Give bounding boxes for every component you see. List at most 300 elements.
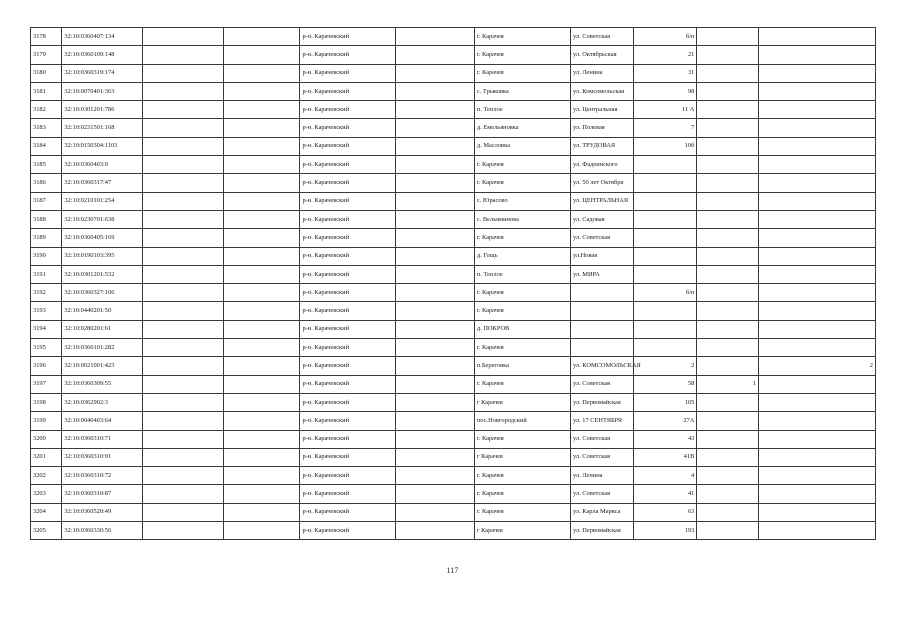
table-row	[31, 412, 876, 430]
blank-cell	[224, 247, 300, 265]
building-number-cell: 1	[697, 375, 759, 393]
building-number-cell	[697, 174, 759, 192]
blank-cell	[142, 430, 223, 448]
settlement-cell: г. Карачев	[474, 284, 570, 302]
blank-cell	[224, 101, 300, 119]
apartment-number-cell	[758, 101, 875, 119]
settlement-cell: пос.Новгородский	[474, 412, 570, 430]
blank-cell	[224, 156, 300, 174]
settlement-cell: д. Емельяновка	[474, 119, 570, 137]
table-row	[31, 430, 876, 448]
table-row	[31, 284, 876, 302]
street-cell	[570, 339, 633, 357]
row-number-cell: 3184	[31, 137, 62, 155]
blank-cell	[395, 192, 474, 210]
cadastral-number-cell: 32:10:0210101:254	[62, 192, 142, 210]
blank-cell	[224, 28, 300, 46]
row-number-cell: 3193	[31, 302, 62, 320]
blank-cell	[142, 28, 223, 46]
cadastral-number-cell: 32:10:0362902:3	[62, 393, 142, 411]
row-number-cell: 3201	[31, 448, 62, 466]
table-row	[31, 503, 876, 521]
row-number-cell: 3199	[31, 412, 62, 430]
table-row	[31, 174, 876, 192]
row-number-cell: 3203	[31, 485, 62, 503]
building-number-cell	[697, 64, 759, 82]
district-cell: р-н. Карачевский	[300, 64, 395, 82]
apartment-number-cell	[758, 375, 875, 393]
blank-cell	[142, 485, 223, 503]
row-number-cell: 3200	[31, 430, 62, 448]
building-number-cell	[697, 503, 759, 521]
settlement-cell: г. Карачев	[474, 302, 570, 320]
building-number-cell	[697, 265, 759, 283]
cadastral-number-cell: 32:10:0360310:87	[62, 485, 142, 503]
street-cell: ул. Советская	[570, 430, 633, 448]
row-number-cell: 3179	[31, 46, 62, 64]
street-cell: ул. Советская	[570, 485, 633, 503]
blank-cell	[224, 46, 300, 64]
blank-cell	[395, 174, 474, 192]
table-row	[31, 357, 876, 375]
table-row	[31, 156, 876, 174]
building-number-cell	[697, 302, 759, 320]
settlement-cell: г. Карачев	[474, 503, 570, 521]
table-row	[31, 64, 876, 82]
blank-cell	[395, 137, 474, 155]
blank-cell	[395, 156, 474, 174]
row-number-cell: 3180	[31, 64, 62, 82]
cadastral-number-cell: 32:10:0230701:638	[62, 210, 142, 228]
building-number-cell	[697, 210, 759, 228]
blank-cell	[224, 503, 300, 521]
row-number-cell: 3189	[31, 229, 62, 247]
settlement-cell: г. Карачев	[474, 430, 570, 448]
blank-cell	[395, 522, 474, 540]
cadastral-number-cell: 32:10:0190103:395	[62, 247, 142, 265]
table-row	[31, 101, 876, 119]
blank-cell	[224, 522, 300, 540]
building-number-cell	[697, 82, 759, 100]
blank-cell	[142, 229, 223, 247]
street-cell: ул. Ленина	[570, 467, 633, 485]
blank-cell	[395, 28, 474, 46]
blank-cell	[395, 320, 474, 338]
building-number-cell	[697, 137, 759, 155]
building-number-cell	[697, 412, 759, 430]
blank-cell	[395, 247, 474, 265]
row-number-cell: 3185	[31, 156, 62, 174]
settlement-cell: г. Карачев	[474, 229, 570, 247]
blank-cell	[224, 119, 300, 137]
row-number-cell: 3188	[31, 210, 62, 228]
table-row	[31, 46, 876, 64]
settlement-cell: д. Гощь	[474, 247, 570, 265]
blank-cell	[224, 174, 300, 192]
apartment-number-cell	[758, 265, 875, 283]
house-number-cell: 31	[633, 64, 697, 82]
street-cell	[570, 302, 633, 320]
apartment-number-cell	[758, 412, 875, 430]
house-number-cell: 41	[633, 485, 697, 503]
building-number-cell	[697, 28, 759, 46]
blank-cell	[224, 375, 300, 393]
house-number-cell: 105	[633, 393, 697, 411]
building-number-cell	[697, 448, 759, 466]
building-number-cell	[697, 339, 759, 357]
blank-cell	[142, 82, 223, 100]
house-number-cell	[633, 247, 697, 265]
district-cell: р-н. Карачевский	[300, 320, 395, 338]
settlement-cell: г. Карачев	[474, 485, 570, 503]
settlement-cell: г Карачев	[474, 522, 570, 540]
table-row	[31, 119, 876, 137]
building-number-cell	[697, 430, 759, 448]
cadastral-number-cell: 32:10:0360310:71	[62, 430, 142, 448]
table-row	[31, 339, 876, 357]
table-row	[31, 28, 876, 46]
house-number-cell: 98	[633, 82, 697, 100]
row-number-cell: 3191	[31, 265, 62, 283]
blank-cell	[395, 46, 474, 64]
blank-cell	[142, 522, 223, 540]
blank-cell	[224, 448, 300, 466]
house-number-cell	[633, 302, 697, 320]
apartment-number-cell	[758, 284, 875, 302]
district-cell: р-н. Карачевский	[300, 412, 395, 430]
blank-cell	[142, 265, 223, 283]
blank-cell	[395, 412, 474, 430]
blank-cell	[224, 265, 300, 283]
blank-cell	[224, 430, 300, 448]
street-cell: ул. Первомайская	[570, 393, 633, 411]
row-number-cell: 3187	[31, 192, 62, 210]
table-row	[31, 247, 876, 265]
blank-cell	[395, 64, 474, 82]
cadastral-number-cell: 32:10:0360309:55	[62, 375, 142, 393]
district-cell: р-н. Карачевский	[300, 284, 395, 302]
house-number-cell: 11 А	[633, 101, 697, 119]
apartment-number-cell	[758, 137, 875, 155]
house-number-cell: б/н	[633, 284, 697, 302]
blank-cell	[395, 503, 474, 521]
street-cell: ул. Советская	[570, 28, 633, 46]
apartment-number-cell	[758, 28, 875, 46]
cadastral-number-cell: 32:10:0070401:363	[62, 82, 142, 100]
blank-cell	[224, 137, 300, 155]
blank-cell	[142, 192, 223, 210]
blank-cell	[395, 302, 474, 320]
blank-cell	[142, 64, 223, 82]
house-number-cell	[633, 229, 697, 247]
blank-cell	[142, 393, 223, 411]
registry-sheet	[30, 27, 876, 540]
cadastral-number-cell: 32:10:0301201:532	[62, 265, 142, 283]
table-row	[31, 210, 876, 228]
district-cell: р-н. Карачевский	[300, 485, 395, 503]
blank-cell	[395, 393, 474, 411]
street-cell: ул. КОМСОМОЛЬСКАЯ	[570, 357, 633, 375]
row-number-cell: 3205	[31, 522, 62, 540]
settlement-cell: с. Юрасово	[474, 192, 570, 210]
apartment-number-cell	[758, 302, 875, 320]
cadastral-number-cell: 32:10:0280201:61	[62, 320, 142, 338]
district-cell: р-н. Карачевский	[300, 393, 395, 411]
cadastral-number-cell: 32:10:0360319:174	[62, 64, 142, 82]
table-row	[31, 137, 876, 155]
house-number-cell: 4	[633, 467, 697, 485]
district-cell: р-н. Карачевский	[300, 137, 395, 155]
settlement-cell: г Карачев	[474, 448, 570, 466]
blank-cell	[224, 82, 300, 100]
settlement-cell: г. Карачев	[474, 174, 570, 192]
settlement-cell: г. Карачев	[474, 467, 570, 485]
table-row	[31, 485, 876, 503]
blank-cell	[224, 64, 300, 82]
row-number-cell: 3181	[31, 82, 62, 100]
blank-cell	[224, 210, 300, 228]
blank-cell	[395, 339, 474, 357]
building-number-cell	[697, 247, 759, 265]
row-number-cell: 3183	[31, 119, 62, 137]
table-row	[31, 192, 876, 210]
street-cell: ул. ЦЕНТРАЛЬНАЯ	[570, 192, 633, 210]
blank-cell	[142, 46, 223, 64]
settlement-cell: с. Вельяминова	[474, 210, 570, 228]
blank-cell	[142, 119, 223, 137]
street-cell: ул. Советская	[570, 448, 633, 466]
street-cell: ул. Фадеинского	[570, 156, 633, 174]
street-cell: ул. Первомайская	[570, 522, 633, 540]
settlement-cell: с. Трыковка	[474, 82, 570, 100]
district-cell: р-н. Карачевский	[300, 339, 395, 357]
row-number-cell: 3202	[31, 467, 62, 485]
street-cell: ул. 17 СЕНТЯБРЯ	[570, 412, 633, 430]
cadastral-number-cell: 32:10:0360317:47	[62, 174, 142, 192]
apartment-number-cell	[758, 64, 875, 82]
building-number-cell	[697, 320, 759, 338]
blank-cell	[395, 284, 474, 302]
street-cell: ул. Карла Маркса	[570, 503, 633, 521]
blank-cell	[224, 229, 300, 247]
blank-cell	[142, 137, 223, 155]
house-number-cell: 27А	[633, 412, 697, 430]
row-number-cell: 3195	[31, 339, 62, 357]
apartment-number-cell	[758, 192, 875, 210]
blank-cell	[395, 430, 474, 448]
settlement-cell: г. Карачев	[474, 339, 570, 357]
blank-cell	[395, 119, 474, 137]
apartment-number-cell	[758, 46, 875, 64]
blank-cell	[395, 101, 474, 119]
apartment-number-cell	[758, 119, 875, 137]
blank-cell	[224, 467, 300, 485]
blank-cell	[142, 247, 223, 265]
settlement-cell: д. ПОКРОВ	[474, 320, 570, 338]
district-cell: р-н. Карачевский	[300, 192, 395, 210]
registry-body	[31, 28, 876, 540]
blank-cell	[142, 412, 223, 430]
blank-cell	[224, 192, 300, 210]
cadastral-number-cell: 32:10:0360109:148	[62, 46, 142, 64]
cadastral-number-cell: 32:10:0440201:50	[62, 302, 142, 320]
cadastral-number-cell: 32:10:0360407:134	[62, 28, 142, 46]
apartment-number-cell	[758, 467, 875, 485]
table-row	[31, 375, 876, 393]
row-number-cell: 3182	[31, 101, 62, 119]
cadastral-number-cell: 32:10:0360330:56	[62, 522, 142, 540]
apartment-number-cell	[758, 174, 875, 192]
house-number-cell	[633, 210, 697, 228]
row-number-cell: 3186	[31, 174, 62, 192]
district-cell: р-н. Карачевский	[300, 375, 395, 393]
building-number-cell	[697, 284, 759, 302]
cadastral-number-cell: 32:10:0360403:9	[62, 156, 142, 174]
table-row	[31, 393, 876, 411]
street-cell	[570, 284, 633, 302]
table-row	[31, 229, 876, 247]
street-cell: ул.Новая	[570, 247, 633, 265]
blank-cell	[142, 339, 223, 357]
apartment-number-cell	[758, 503, 875, 521]
house-number-cell: б/н	[633, 28, 697, 46]
house-number-cell: 2	[633, 357, 697, 375]
house-number-cell: 63	[633, 503, 697, 521]
district-cell: р-н. Карачевский	[300, 82, 395, 100]
apartment-number-cell	[758, 320, 875, 338]
blank-cell	[224, 302, 300, 320]
apartment-number-cell	[758, 448, 875, 466]
row-number-cell: 3190	[31, 247, 62, 265]
street-cell: ул. 50 лет Октября	[570, 174, 633, 192]
cadastral-number-cell: 32:10:0231501:168	[62, 119, 142, 137]
street-cell: ул. Центральная	[570, 101, 633, 119]
building-number-cell	[697, 119, 759, 137]
cadastral-number-cell: 32:10:0360310:72	[62, 467, 142, 485]
building-number-cell	[697, 357, 759, 375]
house-number-cell	[633, 192, 697, 210]
building-number-cell	[697, 522, 759, 540]
blank-cell	[224, 357, 300, 375]
blank-cell	[142, 320, 223, 338]
house-number-cell	[633, 320, 697, 338]
street-cell	[570, 320, 633, 338]
apartment-number-cell	[758, 210, 875, 228]
house-number-cell: 10б	[633, 137, 697, 155]
blank-cell	[395, 467, 474, 485]
cadastral-number-cell: 32:10:0040403:64	[62, 412, 142, 430]
settlement-cell: г Карачев	[474, 393, 570, 411]
blank-cell	[142, 375, 223, 393]
building-number-cell	[697, 192, 759, 210]
row-number-cell: 3196	[31, 357, 62, 375]
apartment-number-cell	[758, 522, 875, 540]
apartment-number-cell	[758, 247, 875, 265]
table-row	[31, 320, 876, 338]
house-number-cell: 193	[633, 522, 697, 540]
district-cell: р-н. Карачевский	[300, 430, 395, 448]
blank-cell	[224, 485, 300, 503]
blank-cell	[142, 467, 223, 485]
building-number-cell	[697, 467, 759, 485]
row-number-cell: 3178	[31, 28, 62, 46]
blank-cell	[395, 229, 474, 247]
settlement-cell: г. Карачев	[474, 375, 570, 393]
district-cell: р-н. Карачевский	[300, 503, 395, 521]
apartment-number-cell	[758, 339, 875, 357]
settlement-cell: г. Карачев	[474, 28, 570, 46]
blank-cell	[142, 448, 223, 466]
street-cell: ул. Октябрьская	[570, 46, 633, 64]
house-number-cell: 41В	[633, 448, 697, 466]
settlement-cell: г. Карачев	[474, 46, 570, 64]
settlement-cell: г. Карачев	[474, 64, 570, 82]
district-cell: р-н. Карачевский	[300, 101, 395, 119]
blank-cell	[224, 339, 300, 357]
cadastral-number-cell: 32:10:0360101:282	[62, 339, 142, 357]
row-number-cell: 3204	[31, 503, 62, 521]
apartment-number-cell	[758, 430, 875, 448]
settlement-cell: п. Теплое	[474, 265, 570, 283]
blank-cell	[142, 302, 223, 320]
street-cell: ул. МИРА	[570, 265, 633, 283]
page-number: 117	[446, 566, 459, 575]
blank-cell	[142, 101, 223, 119]
table-row	[31, 522, 876, 540]
district-cell: р-н. Карачевский	[300, 467, 395, 485]
cadastral-number-cell: 32:10:0301201:786	[62, 101, 142, 119]
table-row	[31, 467, 876, 485]
building-number-cell	[697, 156, 759, 174]
cadastral-number-cell: 32:10:0360327:106	[62, 284, 142, 302]
row-number-cell: 3194	[31, 320, 62, 338]
apartment-number-cell: 2	[758, 357, 875, 375]
registry-table	[30, 27, 876, 540]
district-cell: р-н. Карачевский	[300, 174, 395, 192]
cadastral-number-cell: 32:10:0150304:1103	[62, 137, 142, 155]
apartment-number-cell	[758, 82, 875, 100]
table-row	[31, 265, 876, 283]
building-number-cell	[697, 393, 759, 411]
street-cell: ул. Полевая	[570, 119, 633, 137]
blank-cell	[142, 503, 223, 521]
blank-cell	[395, 485, 474, 503]
table-row	[31, 82, 876, 100]
district-cell: р-н. Карачевский	[300, 28, 395, 46]
blank-cell	[395, 448, 474, 466]
house-number-cell: 21	[633, 46, 697, 64]
blank-cell	[395, 375, 474, 393]
district-cell: р-н. Карачевский	[300, 302, 395, 320]
table-row	[31, 302, 876, 320]
apartment-number-cell	[758, 485, 875, 503]
blank-cell	[224, 412, 300, 430]
blank-cell	[395, 357, 474, 375]
house-number-cell: 7	[633, 119, 697, 137]
row-number-cell: 3192	[31, 284, 62, 302]
district-cell: р-н. Карачевский	[300, 229, 395, 247]
house-number-cell	[633, 339, 697, 357]
cadastral-number-cell: 32:10:0360405:169	[62, 229, 142, 247]
house-number-cell: 58	[633, 375, 697, 393]
district-cell: р-н. Карачевский	[300, 448, 395, 466]
blank-cell	[142, 357, 223, 375]
district-cell: р-н. Карачевский	[300, 119, 395, 137]
building-number-cell	[697, 485, 759, 503]
settlement-cell: п. Теплое	[474, 101, 570, 119]
settlement-cell: п.Береговка	[474, 357, 570, 375]
blank-cell	[142, 156, 223, 174]
